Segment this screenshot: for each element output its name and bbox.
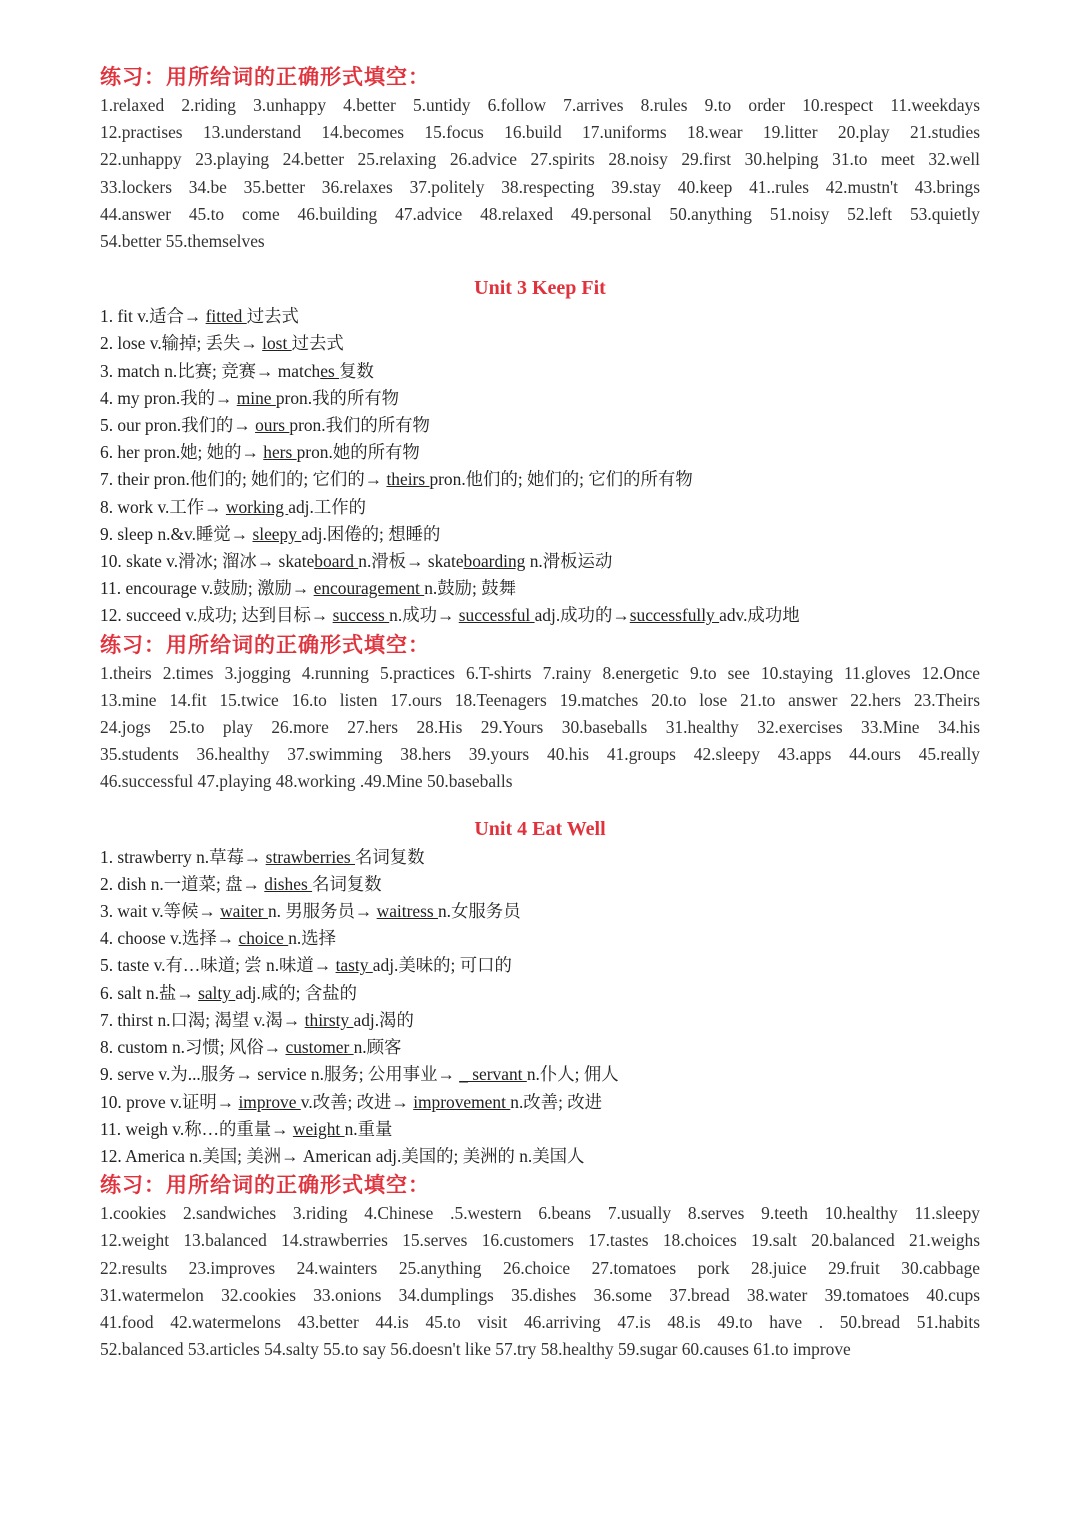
answer-line: 46.successful 47.playing 48.working .49.Mine 50.baseballs (100, 771, 513, 792)
vocab-item: 12. succeed v.成功; 达到目标→ success n.成功→ successful adj.成功的→successfully adv.成功地 (100, 605, 800, 626)
answer-blank: thirsty (304, 1009, 354, 1030)
answer-blank: customer (285, 1037, 354, 1058)
vocab-item: 2. lose v.输掉; 丢失→ lost 过去式 (100, 333, 344, 354)
answer-blank: weight (292, 1118, 345, 1139)
vocab-item: 11. encourage v.鼓励; 激励→ encouragement n.鼓励; 鼓舞 (100, 578, 517, 599)
answer-line: 22.results 23.improves 24.wainters 25.anything 26.choice 27.tomatoes pork 28.juice 29.fruit 30.cabbage (100, 1257, 980, 1278)
answer-blank: sleepy (252, 523, 302, 544)
answer-blank: successfully (629, 605, 720, 626)
vocab-item: 4. choose v.选择→ choice n.选择 (100, 928, 337, 949)
vocab-item: 7. their pron.他们的; 她们的; 它们的→ theirs pron.他们的; 她们的; 它们的所有物 (100, 469, 693, 490)
answer-line: 13.mine 14.fit 15.twice 16.to listen 17.ours 18.Teenagers 19.matches 20.to lose 21.to answer 22.hers 23.Theirs (100, 689, 980, 710)
vocab-item: 8. custom n.习惯; 风俗→ customer n.顾客 (100, 1037, 402, 1058)
answer-blank: ours (255, 415, 290, 436)
answer-block (100, 660, 980, 796)
vocab-item: 6. salt n.盐→ salty adj.咸的; 含盐的 (100, 982, 357, 1003)
answer-line: 1.cookies 2.sandwiches 3.riding 4.Chinese .5.western 6.beans 7.usually 8.serves 9.teeth 10.healthy 11.sleepy (100, 1203, 980, 1224)
vocab-item: 7. thirst n.口渴; 渴望 v.渴→ thirsty adj.渴的 (100, 1009, 414, 1030)
vocab-item: 8. work v.工作→ working adj.工作的 (100, 496, 367, 517)
vocab-item: 5. our pron.我们的→ ours pron.我们的所有物 (100, 415, 430, 436)
answer-line: 1.relaxed 2.riding 3.unhappy 4.better 5.untidy 6.follow 7.arrives 8.rules 9.to order 10.respect 11.weekdays (100, 95, 980, 115)
answer-line: 35.students 36.healthy 37.swimming 38.hers 39.yours 40.his 41.groups 42.sleepy 43.apps 44.ours 45.really (100, 744, 980, 765)
answer-blank: strawberries (265, 846, 356, 867)
exercise-heading: 练习：用所给词的正确形式填空： (100, 631, 430, 657)
answer-line: 54.better 55.themselves (100, 231, 265, 252)
answer-line: 33.lockers 34.be 35.better 36.relaxes 37.politely 38.respecting 39.stay 40.keep 41..rules 42.mustn't 43.brings (100, 176, 980, 197)
answer-blank: improve (238, 1091, 301, 1112)
answer-line: 12.practises 13.understand 14.becomes 15.focus 16.build 17.uniforms 18.wear 19.litter 20.play 21.studies (100, 122, 980, 143)
answer-line: 12.weight 13.balanced 14.strawberries 15.serves 16.customers 17.tastes 18.choices 19.salt 20.balanced 21.weighs (100, 1230, 980, 1251)
answer-blank: dishes (264, 873, 313, 894)
answer-blank: success (332, 605, 390, 626)
vocab-item: 11. weigh v.称…的重量→ weight n.重量 (100, 1118, 393, 1139)
exercise-heading: 练习：用所给词的正确形式填空： (100, 64, 430, 89)
vocab-item: 6. her pron.她; 她的→ hers pron.她的所有物 (100, 442, 420, 463)
answer-blank: fitted (205, 306, 247, 327)
vocab-item: 1. fit v.适合→ fitted 过去式 (100, 306, 299, 327)
unit-title: Unit 3 Keep Fit (474, 277, 606, 300)
answer-blank: waitress (376, 901, 438, 922)
answer-blank: tasty (335, 955, 373, 976)
answer-blank: mine (236, 387, 276, 408)
unit-title: Unit 4 Eat Well (474, 817, 606, 840)
answer-blank: hers (263, 442, 297, 463)
vocab-item: 10. skate v.滑冰; 溜冰→ skateboard n.滑板→ skateboarding n.滑板运动 (100, 551, 613, 572)
answer-line: 24.jogs 25.to play 26.more 27.hers 28.His 29.Yours 30.baseballs 31.healthy 32.exercises 33.Mine 34.his (100, 717, 980, 738)
vocab-item: 9. sleep n.&v.睡觉→ sleepy adj.困倦的; 想睡的 (100, 523, 441, 544)
answer-blank: lost (262, 333, 292, 354)
answer-blank: successful (458, 605, 535, 626)
document-page (100, 62, 980, 1363)
answer-blank: salty (198, 982, 236, 1003)
answer-blank: working (225, 496, 289, 517)
answer-blank: board (314, 551, 359, 572)
answer-blank: _ servant (459, 1064, 527, 1085)
answer-block (100, 92, 980, 255)
vocab-item: 2. dish n.一道菜; 盘→ dishes 名词复数 (100, 873, 382, 894)
answer-line: 31.watermelon 32.cookies 33.onions 34.dumplings 35.dishes 36.some 37.bread 38.water 39.tomatoes 40.cups (100, 1284, 980, 1305)
vocab-item: 12. America n.美国; 美洲→ American adj.美国的; 美洲的 n.美国人 (100, 1145, 585, 1166)
answer-blank: choice (238, 928, 289, 949)
answer-blank: boarding (463, 551, 526, 572)
vocab-list (100, 844, 980, 1170)
vocab-item: 3. match n.比赛; 竞赛→ matches 复数 (100, 360, 374, 381)
answer-line: 44.answer 45.to come 46.building 47.advice 48.relaxed 49.personal 50.anything 51.noisy 52.left 53.quietly (100, 203, 980, 224)
answer-blank: improvement (413, 1091, 511, 1112)
answer-line: 1.theirs 2.times 3.jogging 4.running 5.practices 6.T-shirts 7.rainy 8.energetic 9.to see 10.staying 11.gloves 12.Once (100, 662, 980, 683)
answer-blank: theirs (386, 469, 430, 490)
answer-line: 52.balanced 53.articles 54.salty 55.to say 56.doesn't like 57.try 58.healthy 59.sugar 60.causes 61.to improve (100, 1339, 851, 1360)
vocab-item: 10. prove v.证明→ improve v.改善; 改进→ improvement n.改善; 改进 (100, 1091, 603, 1112)
vocab-item: 9. serve v.为...服务→ service n.服务; 公用事业→ _ servant n.仆人; 佣人 (100, 1064, 619, 1085)
answer-blank: es (320, 360, 340, 381)
answer-blank: waiter (220, 901, 268, 922)
vocab-item: 5. taste v.有…味道; 尝 n.味道→ tasty adj.美味的; 可口的 (100, 955, 512, 976)
vocab-list (100, 303, 980, 629)
vocab-item: 4. my pron.我的→ mine pron.我的所有物 (100, 387, 400, 408)
vocab-item: 1. strawberry n.草莓→ strawberries 名词复数 (100, 846, 425, 867)
exercise-heading: 练习：用所给词的正确形式填空： (100, 1172, 430, 1198)
answer-line: 22.unhappy 23.playing 24.better 25.relaxing 26.advice 27.spirits 28.noisy 29.first 30.helping 31.to meet 32.well (100, 149, 980, 170)
answer-blank: encouragement (313, 578, 425, 599)
answer-block (100, 1200, 980, 1363)
answer-line: 41.food 42.watermelons 43.better 44.is 45.to visit 46.arriving 47.is 48.is 49.to have . 50.bread 51.habits (100, 1311, 980, 1332)
vocab-item: 3. wait v.等候→ waiter n. 男服务员→ waitress n.女服务员 (100, 901, 521, 922)
